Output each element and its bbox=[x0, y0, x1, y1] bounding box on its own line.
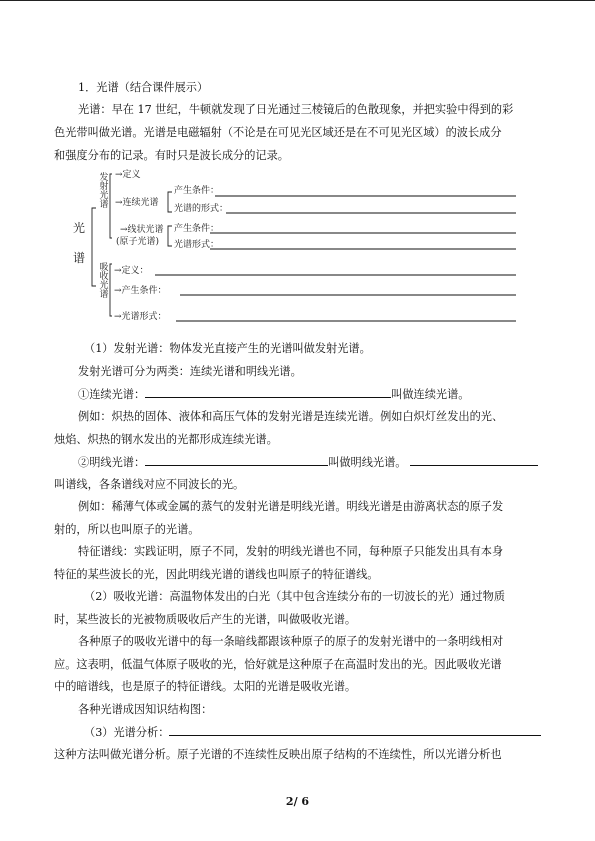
diagram-emission-label: 发射光谱 bbox=[99, 173, 109, 210]
structure-intro: 各种光谱成因知识结构图： bbox=[78, 703, 213, 716]
diagram-root-bottom: 谱 bbox=[73, 251, 86, 265]
diagram-line-conditions: 产生条件： bbox=[174, 224, 220, 234]
bright-example-2: 射的，所以也叫原子的光谱。 bbox=[54, 523, 200, 536]
absorption-detail-1: 各种原子的吸收光谱中的每一条暗线都跟该种原子的原子的发射光谱中的一条明线相对 bbox=[78, 635, 504, 648]
continuous-example-1: 例如：炽热的固体、液体和高压气体的发射光谱是连续光谱。例如白炽灯丝发出的光、 bbox=[78, 410, 504, 423]
spectrum-structure-diagram bbox=[60, 168, 530, 328]
diagram-line-spectrum-2: (原子光谱) bbox=[116, 237, 160, 247]
diagram-continuous-form: 光谱的形式： bbox=[174, 204, 229, 214]
diagram-absorption-conditions: →产生条件： bbox=[114, 286, 167, 296]
bright-continuation: 叫谱线，各条谱线对应不同波长的光。 bbox=[54, 478, 245, 491]
analysis-label: （3）光谱分析： bbox=[84, 726, 170, 739]
absorption-line-1: （2）吸收光谱：高温物体发出的白光（其中包含连续分布的一切波长的光）通过物质 bbox=[84, 590, 506, 603]
section-heading: 1．光谱（结合课件展示） bbox=[78, 81, 209, 94]
analysis-continuation: 这种方法叫做光谱分析。原子光谱的不连续性反映出原子结构的不连续性，所以光谱分析也 bbox=[54, 748, 502, 761]
absorption-detail-3: 中的暗谱线，也是原子的特征谱线。太阳的光谱是吸收光谱。 bbox=[54, 680, 357, 693]
diagram-continuous: →连续光谱 bbox=[115, 198, 159, 208]
diagram-absorption-label: 吸收光谱 bbox=[99, 263, 109, 300]
header-rule bbox=[0, 0, 595, 1]
bright-blank-1[interactable] bbox=[145, 454, 328, 466]
analysis-fill-line bbox=[84, 724, 541, 740]
continuous-example-2: 烛焰、炽热的钢水发出的光都形成连续光谱。 bbox=[54, 433, 278, 446]
diagram-emission-definition: →定义 bbox=[115, 170, 141, 180]
bright-tail: 叫做明线光谱。 bbox=[328, 456, 407, 469]
diagram-root-top: 光 bbox=[73, 221, 86, 235]
page-number: 2/ 6 bbox=[285, 795, 310, 808]
bright-example-1: 例如：稀薄气体或金属的蒸气的发射光谱是明线光谱。明线光谱是由游离状态的原子发 bbox=[78, 500, 504, 513]
continuous-fill-line bbox=[78, 386, 469, 402]
diagram-absorption-definition: →定义： bbox=[114, 266, 149, 276]
emission-paragraph: （1）发射光谱：物体发光直接产生的光谱叫做发射光谱。 bbox=[84, 342, 371, 355]
intro-line-3: 和强度分布的记录。有时只是波长成分的记录。 bbox=[54, 149, 289, 162]
diagram-line-form: 光谱形式： bbox=[174, 240, 220, 250]
diagram-brackets bbox=[60, 168, 530, 328]
analysis-blank[interactable] bbox=[169, 724, 541, 736]
continuous-tail: 叫做连续光谱。 bbox=[391, 388, 470, 401]
emission-types: 发射光谱可分为两类：连续光谱和明线光谱。 bbox=[78, 365, 302, 378]
intro-line-2: 色光带叫做光谱。光谱是电磁辐射（不论是在可见光区域还是在不可见光区域）的波长成分 bbox=[54, 126, 502, 139]
diagram-line-spectrum-1: →线状光谱 bbox=[120, 225, 164, 235]
absorption-detail-2: 应。这表明，低温气体原子吸收的光，恰好就是这种原子在高温时发出的光。因此吸收光谱 bbox=[54, 658, 502, 671]
continuous-blank[interactable] bbox=[145, 386, 391, 398]
diagram-absorption-form: →光谱形式： bbox=[114, 312, 167, 322]
characteristic-line-2: 特征的某些波长的光，因此明线光谱的谱线也叫原子的特征谱线。 bbox=[54, 568, 379, 581]
bright-blank-2[interactable] bbox=[410, 454, 538, 466]
diagram-continuous-conditions: 产生条件： bbox=[174, 186, 220, 196]
absorption-line-2: 时，某些波长的光被物质吸收后产生的光谱，叫做吸收光谱。 bbox=[54, 613, 357, 626]
bright-fill-line bbox=[78, 454, 538, 470]
continuous-label: ①连续光谱： bbox=[78, 388, 146, 401]
bright-label: ②明线光谱： bbox=[78, 456, 146, 469]
characteristic-line-1: 特征谱线：实践证明，原子不同，发射的明线光谱也不同，每种原子只能发出具有本身 bbox=[78, 545, 504, 558]
intro-line-1: 光谱：早在 17 世纪，牛顿就发现了日光通过三棱镜后的色散现象，并把实验中得到的彩 bbox=[78, 103, 514, 116]
